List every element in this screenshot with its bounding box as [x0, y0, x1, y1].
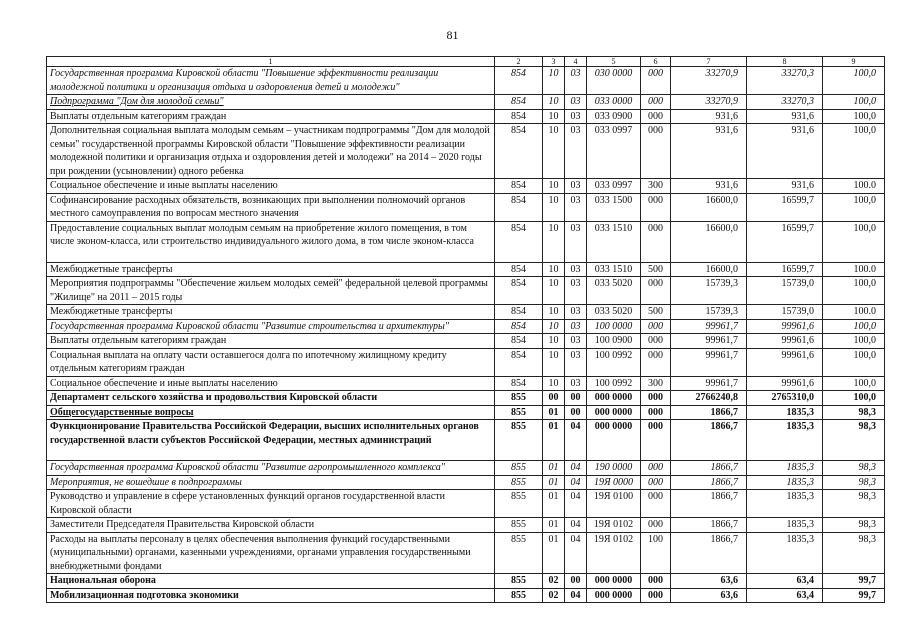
percent-cell: 100.0	[823, 179, 885, 194]
target-article-cell: 100 0900	[587, 334, 641, 349]
planned-amount-cell: 1866,7	[671, 490, 747, 518]
name-cell: Социальное обеспечение и иные выплаты населению	[47, 376, 495, 391]
percent-cell: 100.0	[823, 262, 885, 277]
executed-amount-cell: 63,4	[747, 574, 823, 589]
expense-type-cell: 000	[641, 518, 671, 533]
target-article-cell: 000 0000	[587, 391, 641, 406]
executed-amount-cell: 931,6	[747, 109, 823, 124]
expense-type-cell: 300	[641, 376, 671, 391]
expense-type-cell: 000	[641, 109, 671, 124]
column-number-1: 1	[47, 57, 495, 67]
column-number-5: 5	[587, 57, 641, 67]
percent-cell: 98,3	[823, 405, 885, 420]
name-cell: Подпрограмма "Дом для молодой семьи"	[47, 95, 495, 110]
admin-code-cell: 854	[495, 305, 543, 320]
planned-amount-cell: 33270,9	[671, 95, 747, 110]
section-cell: 10	[543, 124, 565, 179]
percent-cell: 100.0	[823, 305, 885, 320]
section-cell: 01	[543, 490, 565, 518]
table-row	[47, 334, 885, 349]
percent-cell: 99,7	[823, 588, 885, 603]
name-cell: Софинансирование расходных обязательств, возникающих при выполнении полномочий органов местного самоуправления по вопросам местного значения	[47, 193, 495, 221]
executed-amount-cell: 931,6	[747, 124, 823, 179]
name-cell: Мероприятия, не вошедшие в подпрограммы	[47, 475, 495, 490]
executed-amount-cell: 16599,7	[747, 221, 823, 262]
target-article-cell: 033 1510	[587, 262, 641, 277]
column-number-8: 8	[747, 57, 823, 67]
target-article-cell: 033 5020	[587, 277, 641, 305]
target-article-cell: 100 0992	[587, 376, 641, 391]
name-cell: Межбюджетные трансферты	[47, 262, 495, 277]
planned-amount-cell: 99961,7	[671, 348, 747, 376]
column-number-4: 4	[565, 57, 587, 67]
name-cell: Предоставление социальных выплат молодым семьям на приобретение жилого помещения, в том числе эконом-класса, или строительство индивидуального жилого дома, в том числе эконом-класса	[47, 221, 495, 262]
executed-amount-cell: 1835,3	[747, 532, 823, 574]
target-article-cell: 19Я 0102	[587, 518, 641, 533]
planned-amount-cell: 99961,7	[671, 334, 747, 349]
expense-type-cell: 000	[641, 461, 671, 476]
subsection-cell: 03	[565, 67, 587, 95]
table-row	[47, 574, 885, 589]
subsection-cell: 03	[565, 319, 587, 334]
admin-code-cell: 854	[495, 319, 543, 334]
table-row	[47, 179, 885, 194]
admin-code-cell: 854	[495, 348, 543, 376]
expense-type-cell: 300	[641, 179, 671, 194]
planned-amount-cell: 1866,7	[671, 405, 747, 420]
executed-amount-cell: 2765310,0	[747, 391, 823, 406]
planned-amount-cell: 33270,9	[671, 67, 747, 95]
expense-type-cell: 000	[641, 334, 671, 349]
target-article-cell: 19Я 0100	[587, 490, 641, 518]
section-cell: 10	[543, 109, 565, 124]
subsection-cell: 03	[565, 124, 587, 179]
percent-cell: 100,0	[823, 109, 885, 124]
section-cell: 01	[543, 475, 565, 490]
section-cell: 10	[543, 179, 565, 194]
budget-table	[46, 56, 885, 603]
subsection-cell: 04	[565, 518, 587, 533]
planned-amount-cell: 931,6	[671, 124, 747, 179]
name-cell: Государственная программа Кировской области "Повышение эффективности реализации молодежной политики и организация отдыха и оздоровления детей и молодежи"	[47, 67, 495, 95]
executed-amount-cell: 1835,3	[747, 518, 823, 533]
expense-type-cell: 000	[641, 124, 671, 179]
table-row	[47, 461, 885, 476]
target-article-cell: 033 0997	[587, 179, 641, 194]
table-row	[47, 109, 885, 124]
executed-amount-cell: 15739,0	[747, 305, 823, 320]
target-article-cell: 033 0000	[587, 95, 641, 110]
planned-amount-cell: 1866,7	[671, 461, 747, 476]
percent-cell: 100,0	[823, 193, 885, 221]
admin-code-cell: 854	[495, 179, 543, 194]
name-cell: Национальная оборона	[47, 574, 495, 589]
column-number-row	[47, 57, 885, 67]
table-row	[47, 518, 885, 533]
name-cell: Функционирование Правительства Российской Федерации, высших исполнительных органов государственной власти субъектов Российской Федерации, местных администраций	[47, 420, 495, 461]
table-row	[47, 319, 885, 334]
percent-cell: 100,0	[823, 124, 885, 179]
planned-amount-cell: 63,6	[671, 588, 747, 603]
name-cell: Мобилизационная подготовка экономики	[47, 588, 495, 603]
target-article-cell: 033 5020	[587, 305, 641, 320]
table-row	[47, 420, 885, 461]
name-cell: Выплаты отдельным категориям граждан	[47, 334, 495, 349]
section-cell: 10	[543, 376, 565, 391]
planned-amount-cell: 931,6	[671, 109, 747, 124]
name-cell: Мероприятия подпрограммы "Обеспечение жильем молодых семей" федеральной целевой программы "Жилище" на 2011 – 2015 годы	[47, 277, 495, 305]
planned-amount-cell: 99961,7	[671, 319, 747, 334]
subsection-cell: 00	[565, 405, 587, 420]
planned-amount-cell: 1866,7	[671, 518, 747, 533]
section-cell: 00	[543, 391, 565, 406]
section-cell: 01	[543, 461, 565, 476]
table-row	[47, 532, 885, 574]
target-article-cell: 100 0992	[587, 348, 641, 376]
column-number-2: 2	[495, 57, 543, 67]
name-cell: Дополнительная социальная выплата молодым семьям – участникам подпрограммы "Дом для молодой семьи" государственной программы Кировской области "Повышение эффективности реализации молодежной политики и организация отдыха и оздоровления детей и молодежи" на 2014 – 2020 годы при рождении (усыновлении) одного ребенка	[47, 124, 495, 179]
planned-amount-cell: 1866,7	[671, 475, 747, 490]
target-article-cell: 000 0000	[587, 405, 641, 420]
table-row	[47, 262, 885, 277]
section-cell: 10	[543, 319, 565, 334]
executed-amount-cell: 1835,3	[747, 461, 823, 476]
admin-code-cell: 854	[495, 277, 543, 305]
percent-cell: 98,3	[823, 518, 885, 533]
target-article-cell: 000 0000	[587, 420, 641, 461]
percent-cell: 100,0	[823, 334, 885, 349]
subsection-cell: 03	[565, 262, 587, 277]
subsection-cell: 03	[565, 193, 587, 221]
subsection-cell: 04	[565, 588, 587, 603]
expense-type-cell: 100	[641, 532, 671, 574]
admin-code-cell: 855	[495, 490, 543, 518]
admin-code-cell: 855	[495, 391, 543, 406]
expense-type-cell: 000	[641, 67, 671, 95]
section-cell: 10	[543, 193, 565, 221]
executed-amount-cell: 1835,3	[747, 420, 823, 461]
expense-type-cell: 000	[641, 475, 671, 490]
subsection-cell: 03	[565, 109, 587, 124]
admin-code-cell: 855	[495, 532, 543, 574]
subsection-cell: 04	[565, 461, 587, 476]
planned-amount-cell: 1866,7	[671, 420, 747, 461]
executed-amount-cell: 16599,7	[747, 193, 823, 221]
name-cell: Государственная программа Кировской области "Развитие строительства и архитектуры"	[47, 319, 495, 334]
subsection-cell: 04	[565, 475, 587, 490]
subsection-cell: 04	[565, 532, 587, 574]
target-article-cell: 033 0900	[587, 109, 641, 124]
page-number: 81	[446, 28, 459, 42]
expense-type-cell: 000	[641, 95, 671, 110]
table-row	[47, 376, 885, 391]
planned-amount-cell: 15739,3	[671, 305, 747, 320]
subsection-cell: 04	[565, 490, 587, 518]
name-cell: Общегосударственные вопросы	[47, 405, 495, 420]
percent-cell: 100,0	[823, 221, 885, 262]
table-row	[47, 475, 885, 490]
section-cell: 10	[543, 67, 565, 95]
admin-code-cell: 855	[495, 518, 543, 533]
admin-code-cell: 854	[495, 376, 543, 391]
planned-amount-cell: 99961,7	[671, 376, 747, 391]
section-cell: 10	[543, 262, 565, 277]
table-row	[47, 95, 885, 110]
section-cell: 10	[543, 348, 565, 376]
executed-amount-cell: 63,4	[747, 588, 823, 603]
planned-amount-cell: 16600,0	[671, 221, 747, 262]
expense-type-cell: 000	[641, 490, 671, 518]
target-article-cell: 033 1510	[587, 221, 641, 262]
section-cell: 01	[543, 420, 565, 461]
expense-type-cell: 000	[641, 391, 671, 406]
admin-code-cell: 854	[495, 193, 543, 221]
admin-code-cell: 854	[495, 262, 543, 277]
table-row	[47, 391, 885, 406]
expense-type-cell: 000	[641, 588, 671, 603]
executed-amount-cell: 99961,6	[747, 319, 823, 334]
column-number-7: 7	[671, 57, 747, 67]
planned-amount-cell: 16600,0	[671, 262, 747, 277]
executed-amount-cell: 1835,3	[747, 490, 823, 518]
name-cell: Расходы на выплаты персоналу в целях обеспечения выполнения функций государственными (муниципальными) органами, казенными учреждениями, органами управления государственными внебюджетными фондами	[47, 532, 495, 574]
admin-code-cell: 855	[495, 588, 543, 603]
column-number-3: 3	[543, 57, 565, 67]
target-article-cell: 033 0997	[587, 124, 641, 179]
admin-code-cell: 855	[495, 420, 543, 461]
name-cell: Государственная программа Кировской области "Развитие агропромышленного комплекса"	[47, 461, 495, 476]
expense-type-cell: 000	[641, 193, 671, 221]
subsection-cell: 00	[565, 574, 587, 589]
section-cell: 02	[543, 588, 565, 603]
percent-cell: 100,0	[823, 67, 885, 95]
executed-amount-cell: 931,6	[747, 179, 823, 194]
percent-cell: 100,0	[823, 348, 885, 376]
name-cell: Выплаты отдельным категориям граждан	[47, 109, 495, 124]
target-article-cell: 19Я 0000	[587, 475, 641, 490]
section-cell: 10	[543, 277, 565, 305]
admin-code-cell: 854	[495, 95, 543, 110]
section-cell: 02	[543, 574, 565, 589]
percent-cell: 99,7	[823, 574, 885, 589]
expense-type-cell: 000	[641, 348, 671, 376]
executed-amount-cell: 1835,3	[747, 475, 823, 490]
subsection-cell: 03	[565, 334, 587, 349]
section-cell: 10	[543, 221, 565, 262]
target-article-cell: 190 0000	[587, 461, 641, 476]
table-row	[47, 193, 885, 221]
admin-code-cell: 854	[495, 109, 543, 124]
subsection-cell: 04	[565, 420, 587, 461]
name-cell: Межбюджетные трансферты	[47, 305, 495, 320]
executed-amount-cell: 16599,7	[747, 262, 823, 277]
subsection-cell: 03	[565, 376, 587, 391]
name-cell: Департамент сельского хозяйства и продовольствия Кировской области	[47, 391, 495, 406]
table-body	[47, 57, 885, 603]
table-row	[47, 67, 885, 95]
expense-type-cell: 000	[641, 420, 671, 461]
percent-cell: 100,0	[823, 95, 885, 110]
table-row	[47, 124, 885, 179]
name-cell: Социальная выплата на оплату части оставшегося долга по ипотечному жилищному кредиту отдельным категориям граждан	[47, 348, 495, 376]
section-cell: 01	[543, 405, 565, 420]
executed-amount-cell: 33270,3	[747, 95, 823, 110]
admin-code-cell: 855	[495, 475, 543, 490]
name-cell: Заместители Председателя Правительства Кировской области	[47, 518, 495, 533]
target-article-cell: 19Я 0102	[587, 532, 641, 574]
subsection-cell: 03	[565, 179, 587, 194]
executed-amount-cell: 33270,3	[747, 67, 823, 95]
subsection-cell: 03	[565, 277, 587, 305]
expense-type-cell: 000	[641, 319, 671, 334]
name-cell: Социальное обеспечение и иные выплаты населению	[47, 179, 495, 194]
admin-code-cell: 854	[495, 221, 543, 262]
name-cell: Руководство и управление в сфере установленных функций органов государственной власти Кировской области	[47, 490, 495, 518]
percent-cell: 98,3	[823, 532, 885, 574]
section-cell: 10	[543, 334, 565, 349]
expense-type-cell: 500	[641, 305, 671, 320]
table-row	[47, 277, 885, 305]
planned-amount-cell: 2766240,8	[671, 391, 747, 406]
table-row	[47, 588, 885, 603]
percent-cell: 100,0	[823, 391, 885, 406]
column-number-6: 6	[641, 57, 671, 67]
percent-cell: 98,3	[823, 420, 885, 461]
percent-cell: 100,0	[823, 376, 885, 391]
target-article-cell: 030 0000	[587, 67, 641, 95]
subsection-cell: 03	[565, 305, 587, 320]
target-article-cell: 000 0000	[587, 588, 641, 603]
percent-cell: 98,3	[823, 475, 885, 490]
target-article-cell: 100 0000	[587, 319, 641, 334]
target-article-cell: 000 0000	[587, 574, 641, 589]
admin-code-cell: 854	[495, 124, 543, 179]
table-row	[47, 405, 885, 420]
executed-amount-cell: 99961,6	[747, 376, 823, 391]
subsection-cell: 00	[565, 391, 587, 406]
target-article-cell: 033 1500	[587, 193, 641, 221]
executed-amount-cell: 99961,6	[747, 334, 823, 349]
subsection-cell: 03	[565, 348, 587, 376]
table-row	[47, 221, 885, 262]
planned-amount-cell: 16600,0	[671, 193, 747, 221]
section-cell: 01	[543, 532, 565, 574]
executed-amount-cell: 15739,0	[747, 277, 823, 305]
expense-type-cell: 000	[641, 221, 671, 262]
executed-amount-cell: 1835,3	[747, 405, 823, 420]
planned-amount-cell: 63,6	[671, 574, 747, 589]
planned-amount-cell: 1866,7	[671, 532, 747, 574]
subsection-cell: 03	[565, 221, 587, 262]
planned-amount-cell: 931,6	[671, 179, 747, 194]
admin-code-cell: 855	[495, 405, 543, 420]
expense-type-cell: 000	[641, 574, 671, 589]
percent-cell: 98,3	[823, 490, 885, 518]
admin-code-cell: 854	[495, 67, 543, 95]
table-row	[47, 490, 885, 518]
expense-type-cell: 000	[641, 277, 671, 305]
admin-code-cell: 854	[495, 334, 543, 349]
table-row	[47, 348, 885, 376]
planned-amount-cell: 15739,3	[671, 277, 747, 305]
executed-amount-cell: 99961,6	[747, 348, 823, 376]
section-cell: 10	[543, 95, 565, 110]
expense-type-cell: 000	[641, 405, 671, 420]
subsection-cell: 03	[565, 95, 587, 110]
section-cell: 01	[543, 518, 565, 533]
expense-type-cell: 500	[641, 262, 671, 277]
percent-cell: 98,3	[823, 461, 885, 476]
column-number-9: 9	[823, 57, 885, 67]
section-cell: 10	[543, 305, 565, 320]
table-row	[47, 305, 885, 320]
percent-cell: 100,0	[823, 319, 885, 334]
percent-cell: 100,0	[823, 277, 885, 305]
admin-code-cell: 855	[495, 574, 543, 589]
admin-code-cell: 855	[495, 461, 543, 476]
